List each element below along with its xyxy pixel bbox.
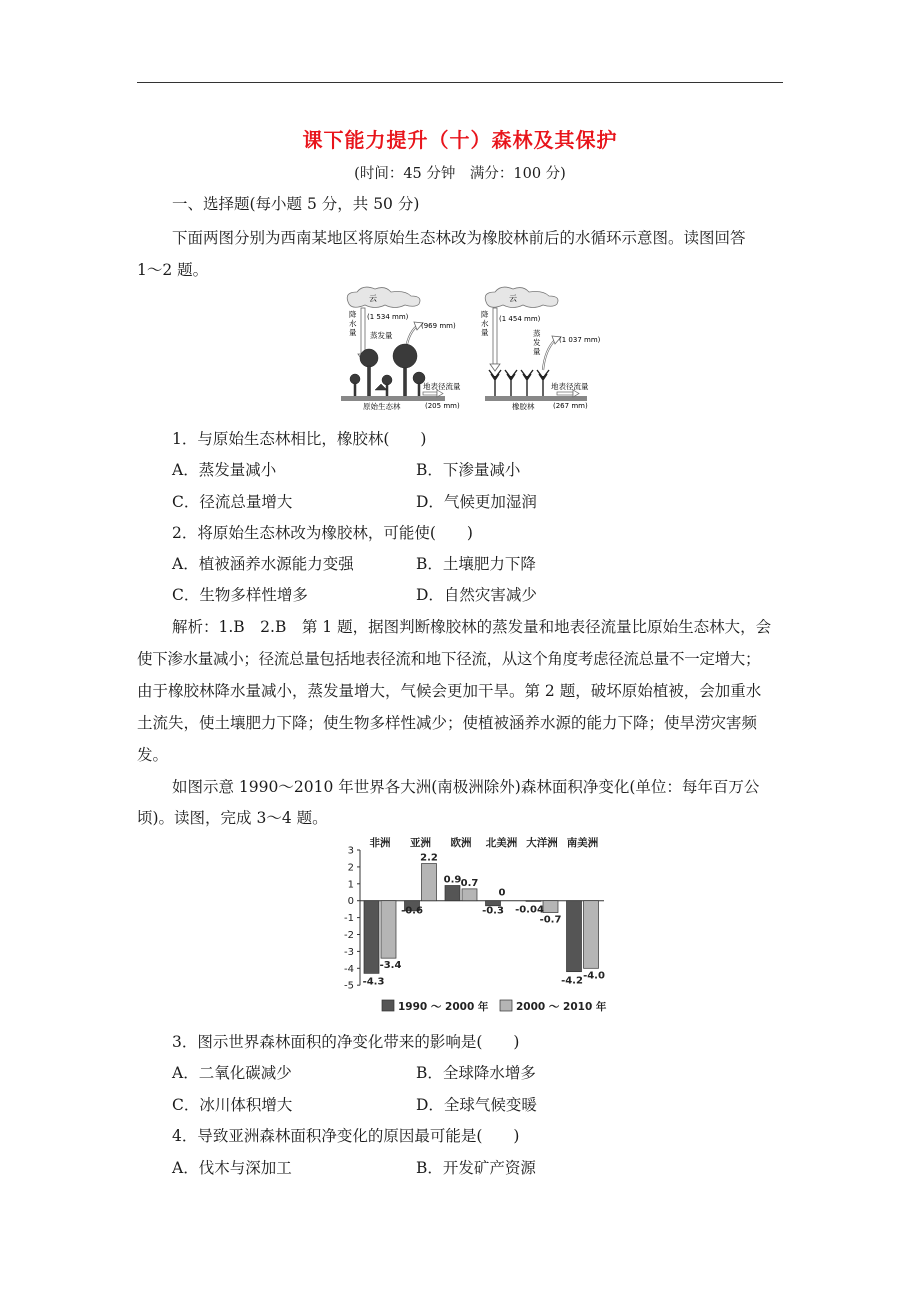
data-label: 0 xyxy=(498,887,506,899)
right-panel xyxy=(481,287,601,411)
bar xyxy=(422,864,437,901)
tree-trunk-1 xyxy=(368,366,371,396)
cloud-left-label: 云 xyxy=(369,294,377,303)
data-label: -0.6 xyxy=(401,905,423,917)
data-label: -0.04 xyxy=(515,904,544,916)
precip-value-left: (1 534 mm) xyxy=(367,313,409,321)
q4-stem: 4．导致亚洲森林面积净变化的原因最可能是( ) xyxy=(172,1127,520,1145)
q3-stem: 3．图示世界森林面积的净变化带来的影响是( ) xyxy=(172,1033,520,1051)
q2-option-c: C．生物多样性增多 xyxy=(172,586,308,604)
data-label: -0.7 xyxy=(539,914,562,926)
bar xyxy=(584,901,599,969)
evap-value-left: (969 mm) xyxy=(421,322,456,330)
data-label: -4.2 xyxy=(561,975,583,987)
shrub-2 xyxy=(382,375,392,385)
page-subtitle: (时间：45 分钟 满分：100 分) xyxy=(354,166,566,182)
q1-stem: 1．与原始生态林相比，橡胶林( ) xyxy=(172,430,427,448)
analysis-line4: 土流失，使土壤肥力下降；使生物多样性减少；使植被涵养水源的能力下降；使旱涝灾害频 xyxy=(137,714,758,732)
y-tick-label: -1 xyxy=(344,913,354,925)
q1-option-a: A．蒸发量减小 xyxy=(172,461,277,479)
y-tick-label: -4 xyxy=(344,963,354,975)
analysis-line3: 由于橡胶林降水量减小，蒸发量增大，气候会更加干旱。第 2 题，破坏原始植被，会加重水 xyxy=(137,682,762,700)
bar xyxy=(462,889,477,901)
runoff-label-right: 地表径流量 xyxy=(551,382,589,391)
q1-option-d: D．气候更加湿润 xyxy=(416,493,537,511)
cloud-right-label: 云 xyxy=(509,294,517,303)
bar xyxy=(445,885,460,900)
ground-label-right: 橡胶林 xyxy=(512,402,535,411)
cloud-right xyxy=(485,287,558,307)
intro1-line2: 1～2 题。 xyxy=(137,261,209,279)
ground-right xyxy=(485,396,587,401)
shrub-1 xyxy=(350,374,360,384)
q2-option-a: A．植被涵养水源能力变强 xyxy=(172,555,354,573)
q2-option-b: B．土壤肥力下降 xyxy=(416,555,536,573)
runoff-arrow-left xyxy=(423,392,437,395)
legend-swatch xyxy=(500,1000,512,1011)
rubber-tree-4 xyxy=(537,370,549,396)
category-label: 大洋洲 xyxy=(526,837,558,849)
tree-canopy-2 xyxy=(393,344,417,368)
rubber-tree-3 xyxy=(521,370,533,396)
tree-canopy-1 xyxy=(360,349,378,367)
data-label: -4.0 xyxy=(583,970,605,982)
forest-change-chart xyxy=(338,834,610,1018)
category-label: 南美洲 xyxy=(566,837,599,849)
intro2-line2: 顷)。读图，完成 3～4 题。 xyxy=(137,809,328,827)
precip-arrowhead-right xyxy=(490,364,500,371)
q3-option-d: D．全球气候变暖 xyxy=(416,1096,537,1114)
q3-option-b: B．全球降水增多 xyxy=(416,1064,536,1082)
category-label: 亚洲 xyxy=(410,837,431,849)
y-tick-label: 2 xyxy=(347,862,354,874)
q3-option-c: C．冰川体积增大 xyxy=(172,1096,293,1114)
y-tick-label: 0 xyxy=(347,896,354,908)
precip-label-left-3: 量 xyxy=(349,328,357,337)
data-label: 0.9 xyxy=(443,874,462,886)
bar xyxy=(543,901,558,913)
bar xyxy=(381,901,396,958)
bar xyxy=(526,901,541,902)
evap-label-right-2: 发 xyxy=(533,338,541,347)
evap-label-right-3: 量 xyxy=(533,347,541,356)
runoff-value-right: (267 mm) xyxy=(553,402,588,410)
shrub-trunk-3 xyxy=(418,383,420,396)
ground-left xyxy=(341,396,445,401)
water-cycle-figure xyxy=(335,284,601,418)
data-label: -0.3 xyxy=(482,905,504,917)
precip-value-right: (1 454 mm) xyxy=(499,315,541,323)
data-label: -3.4 xyxy=(379,960,402,972)
y-tick-label: 3 xyxy=(347,845,354,857)
legend-swatch xyxy=(382,1000,394,1011)
q1-option-b: B．下渗量减小 xyxy=(416,461,521,479)
data-label: 0.7 xyxy=(460,877,479,889)
page-title: 课下能力提升（十）森林及其保护 xyxy=(302,128,618,152)
bar xyxy=(567,901,582,972)
q4-option-b: B．开发矿产资源 xyxy=(416,1159,536,1177)
category-label: 欧洲 xyxy=(450,837,472,849)
data-label: 2.2 xyxy=(420,852,438,864)
q2-stem: 2．将原始生态林改为橡胶林，可能使( ) xyxy=(172,524,473,542)
evap-label-left: 蒸发量 xyxy=(370,331,393,340)
evap-label-right-1: 蒸 xyxy=(533,329,541,338)
q3-option-a: A．二氧化碳减少 xyxy=(172,1064,292,1082)
analysis-line2: 使下渗水量减小；径流总量包括地表径流和地下径流，从这个角度考虑径流总量不一定增大； xyxy=(137,650,761,668)
bar xyxy=(364,901,379,974)
y-tick-label: 1 xyxy=(347,879,354,891)
q2-option-d: D．自然灾害减少 xyxy=(416,586,537,604)
runoff-arrowhead-right xyxy=(573,390,579,397)
y-tick-label: -2 xyxy=(344,930,354,941)
analysis-line5: 发。 xyxy=(137,746,169,764)
runoff-value-left: (205 mm) xyxy=(425,402,460,410)
chart-legend xyxy=(382,1000,607,1013)
tree-trunk-2 xyxy=(404,368,407,396)
q1-option-c: C．径流总量增大 xyxy=(172,493,293,511)
header-rule xyxy=(137,82,783,83)
section-heading: 一、选择题(每小题 5 分，共 50 分) xyxy=(172,195,420,213)
y-tick-label: -3 xyxy=(344,946,354,958)
q4-option-a: A．伐木与深加工 xyxy=(172,1159,292,1177)
legend-label: 2000 ～ 2010 年 xyxy=(516,1001,607,1013)
intro1-line1: 下面两图分别为西南某地区将原始生态林改为橡胶林前后的水循环示意图。读图回答 xyxy=(172,229,746,247)
category-label: 非洲 xyxy=(369,837,391,849)
analysis-line1: 解析：1.B 2.B 第 1 题，据图判断橡胶林的蒸发量和地表径流量比原始生态林大，会 xyxy=(172,618,772,636)
precip-label-right-3: 量 xyxy=(481,328,489,337)
runoff-arrowhead-left xyxy=(437,390,443,397)
category-label: 北美洲 xyxy=(485,837,518,849)
chart-bars xyxy=(364,864,599,974)
shrub-trunk-1 xyxy=(354,383,356,396)
precip-label-left-2: 水 xyxy=(349,319,357,328)
precip-label-right-1: 降 xyxy=(481,310,489,319)
rubber-trees xyxy=(489,370,549,396)
precip-label-left-1: 降 xyxy=(349,310,357,319)
left-panel xyxy=(341,287,461,411)
evap-arrow-right xyxy=(543,340,555,370)
evap-value-right: (1 037 mm) xyxy=(559,336,601,344)
data-label: -4.3 xyxy=(362,976,385,988)
rubber-tree-2 xyxy=(505,370,517,396)
precip-arrow-left xyxy=(361,308,365,354)
runoff-arrow-right xyxy=(557,392,573,395)
precip-label-right-2: 水 xyxy=(481,319,489,328)
precip-arrow-right xyxy=(493,308,497,364)
ground-label-left: 原始生态林 xyxy=(363,402,401,411)
runoff-label-left: 地表径流量 xyxy=(423,382,461,391)
cloud-left xyxy=(347,287,420,307)
rubber-tree-1 xyxy=(489,370,501,396)
intro2-line1: 如图示意 1990～2010 年世界各大洲(南极洲除外)森林面积净变化(单位：每年百万公 xyxy=(172,778,760,796)
legend-label: 1990 ～ 2000 年 xyxy=(398,1001,489,1013)
y-tick-label: -5 xyxy=(344,980,354,992)
